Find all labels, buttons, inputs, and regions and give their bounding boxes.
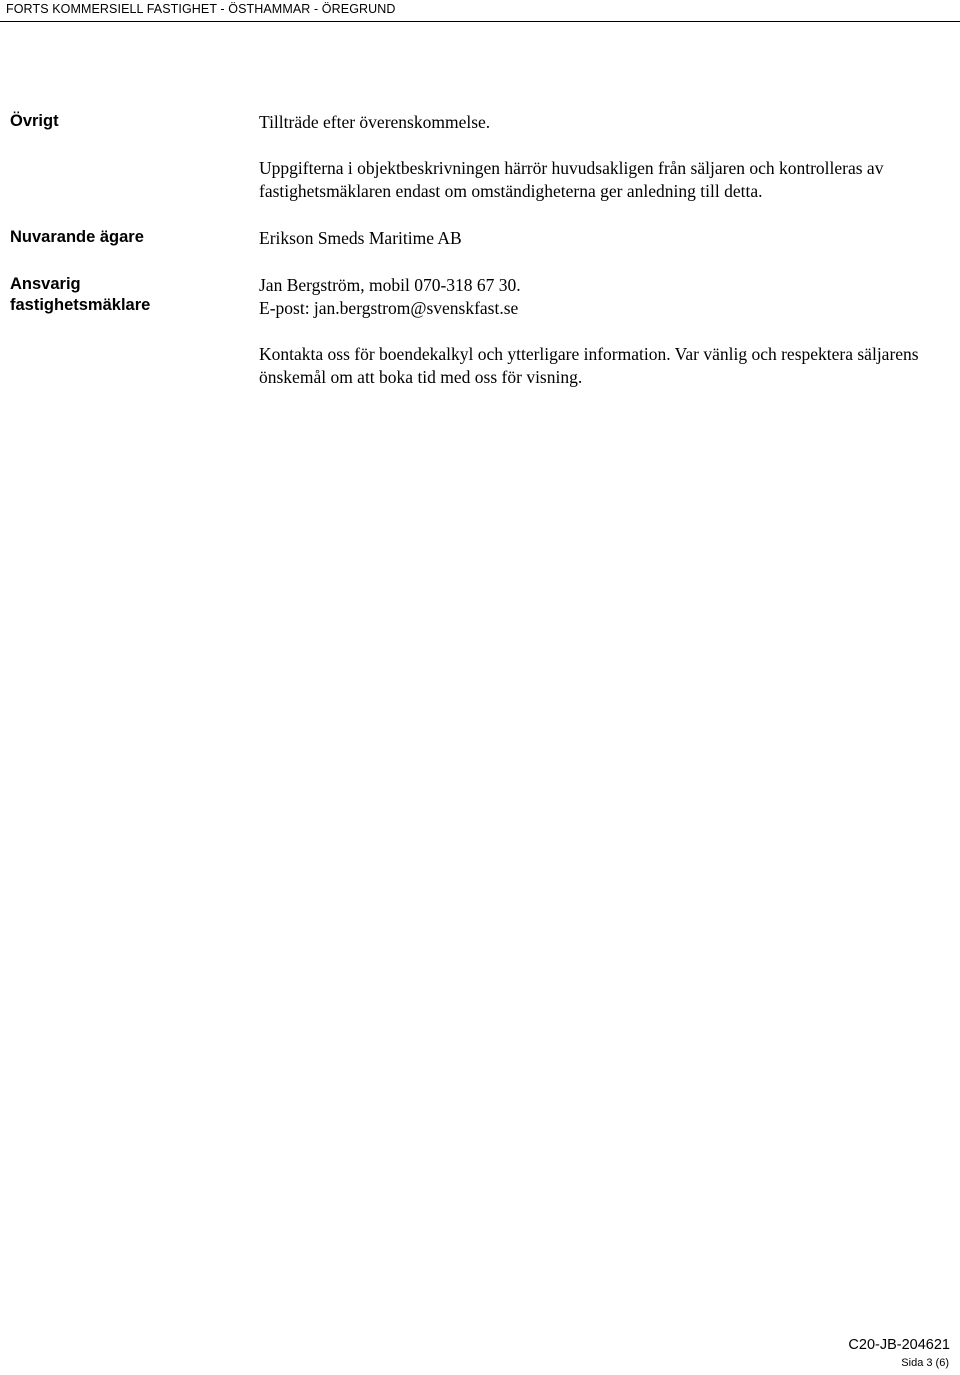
owner-value: Erikson Smeds Maritime AB <box>259 228 462 248</box>
broker-label-line1: Ansvarig <box>10 275 81 293</box>
contact-note: Kontakta oss för boendekalkyl och ytterligare information. Var vänlig och respektera säljarens önskemål om att boka tid med oss för visning. <box>259 344 919 387</box>
ovrigt-label: Övrigt <box>10 112 59 130</box>
access-paragraph: Tillträde efter överenskommelse. <box>259 112 491 132</box>
broker-label-line2: fastighetsmäklare <box>10 296 151 314</box>
broker-email: E-post: jan.bergstrom@svenskfast.se <box>259 298 519 318</box>
owner-label: Nuvarande ägare <box>10 228 144 246</box>
document-reference: C20-JB-204621 <box>848 1337 950 1353</box>
ovrigt-text <box>259 111 954 203</box>
broker-phone: Jan Bergström, mobil 070-318 67 30. <box>259 275 521 295</box>
header-divider <box>0 21 960 22</box>
broker-text <box>259 274 954 389</box>
disclaimer-paragraph: Uppgifterna i objektbeskrivningen härrör huvudsakligen från säljaren och kontrolleras av fastighetsmäklaren endast om omständigheterna ger anledning till detta. <box>259 158 884 201</box>
page-number: Sida 3 (6) <box>901 1357 949 1369</box>
broker-label <box>10 274 150 316</box>
document-header-title: FORTS KOMMERSIELL FASTIGHET - ÖSTHAMMAR - ÖREGRUND <box>6 2 396 16</box>
